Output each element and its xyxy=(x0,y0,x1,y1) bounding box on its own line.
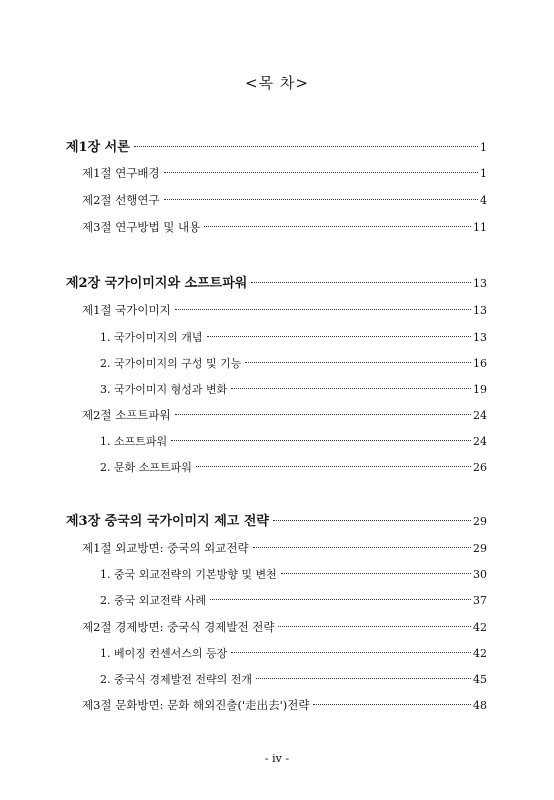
dot-leader xyxy=(207,336,472,337)
toc-subsection[interactable] xyxy=(100,592,487,608)
toc-section[interactable] xyxy=(82,697,487,713)
dot-leader xyxy=(164,199,478,200)
page-number-footer: - iv - xyxy=(264,752,290,765)
toc-label: 제3절 문화방면: 문화 해외진출('走出去')전략 xyxy=(82,698,310,712)
dot-leader xyxy=(196,466,471,467)
toc-label: 2. 중국식 경제발전 전략의 전개 xyxy=(100,673,252,686)
toc-page-number: 13 xyxy=(473,304,487,317)
toc-label: 제3장 중국의 국가이미지 제고 전략 xyxy=(66,514,269,529)
dot-leader xyxy=(251,282,471,283)
toc-subsection[interactable] xyxy=(100,433,487,449)
dot-leader xyxy=(164,172,478,173)
toc-page-number: 45 xyxy=(473,673,487,686)
toc-page-number: 24 xyxy=(473,435,487,448)
toc-subsection[interactable] xyxy=(100,645,487,661)
toc-section[interactable] xyxy=(82,165,487,181)
toc-page-number: 19 xyxy=(473,383,487,396)
toc-label: 1. 국가이미지의 개념 xyxy=(100,331,203,344)
toc-label: 제1절 국가이미지 xyxy=(82,303,171,317)
toc-page-number: 24 xyxy=(473,409,487,422)
toc-page-number: 1 xyxy=(480,167,487,180)
dot-leader xyxy=(278,626,471,627)
toc-chapter-3[interactable] xyxy=(66,510,487,529)
toc-label: 제2절 소프트파워 xyxy=(82,408,171,422)
toc-label: 제1절 외교방면: 중국의 외교전략 xyxy=(82,541,249,555)
dot-leader xyxy=(313,704,471,705)
toc-label: 2. 중국 외교전략 사례 xyxy=(100,594,206,607)
dot-leader xyxy=(273,520,471,521)
toc-label: 제1절 연구배경 xyxy=(82,166,160,180)
toc-label: 제2장 국가이미지와 소프트파워 xyxy=(66,276,248,291)
toc-subsection[interactable] xyxy=(100,566,487,582)
toc-label: 1. 중국 외교전략의 기본방향 및 변천 xyxy=(100,568,277,581)
toc-page-number: 13 xyxy=(473,331,487,344)
dot-leader xyxy=(134,146,478,147)
toc-label: 2. 국가이미지의 구성 및 기능 xyxy=(100,357,242,370)
toc-page-number: 11 xyxy=(473,221,487,234)
toc-section[interactable] xyxy=(82,219,487,235)
dot-leader xyxy=(253,547,471,548)
toc-page-number: 29 xyxy=(473,515,487,528)
toc-section[interactable] xyxy=(82,302,487,318)
toc-page-number: 1 xyxy=(480,141,487,154)
dot-leader xyxy=(171,440,471,441)
toc-page-number: 37 xyxy=(473,594,487,607)
toc-label: 2. 문화 소프트파워 xyxy=(100,461,192,474)
dot-leader xyxy=(210,599,471,600)
dot-leader xyxy=(175,309,471,310)
dot-leader xyxy=(231,652,471,653)
toc-label: 1. 소프트파워 xyxy=(100,435,168,448)
dot-leader xyxy=(256,678,471,679)
toc-page-number: 13 xyxy=(473,277,487,290)
toc-chapter-1[interactable] xyxy=(66,136,487,155)
toc-page-number: 42 xyxy=(473,621,487,634)
toc-subsection[interactable] xyxy=(100,355,487,371)
toc-subsection[interactable] xyxy=(100,329,487,345)
dot-leader xyxy=(175,414,471,415)
toc-page-number: 4 xyxy=(480,194,487,207)
toc-chapter-2[interactable] xyxy=(66,272,487,291)
toc-label: 1. 베이징 컨센서스의 등장 xyxy=(100,647,228,660)
toc-label: 제2절 경제방면: 중국식 경제발전 전략 xyxy=(82,620,275,634)
toc-page-number: 26 xyxy=(473,461,487,474)
toc-label: 제3절 연구방법 및 내용 xyxy=(82,220,201,234)
toc-section[interactable] xyxy=(82,619,487,635)
toc-section[interactable] xyxy=(82,540,487,556)
dot-leader xyxy=(245,362,471,363)
toc-page-number: 42 xyxy=(473,647,487,660)
toc-title: <목 차> xyxy=(245,74,309,92)
toc-section[interactable] xyxy=(82,192,487,208)
toc-page-number: 30 xyxy=(473,568,487,581)
toc-label: 3. 국가이미지 형성과 변화 xyxy=(100,383,228,396)
toc-label: 제1장 서론 xyxy=(66,140,130,155)
dot-leader xyxy=(281,573,471,574)
toc-subsection[interactable] xyxy=(100,671,487,687)
toc-page-number: 29 xyxy=(473,542,487,555)
toc-subsection[interactable] xyxy=(100,381,487,397)
toc-section[interactable] xyxy=(82,407,487,423)
toc-label: 제2절 선행연구 xyxy=(82,193,160,207)
toc-page-number: 48 xyxy=(473,699,487,712)
dot-leader xyxy=(231,388,471,389)
dot-leader xyxy=(204,226,471,227)
toc-subsection[interactable] xyxy=(100,459,487,475)
toc-page-number: 16 xyxy=(473,357,487,370)
